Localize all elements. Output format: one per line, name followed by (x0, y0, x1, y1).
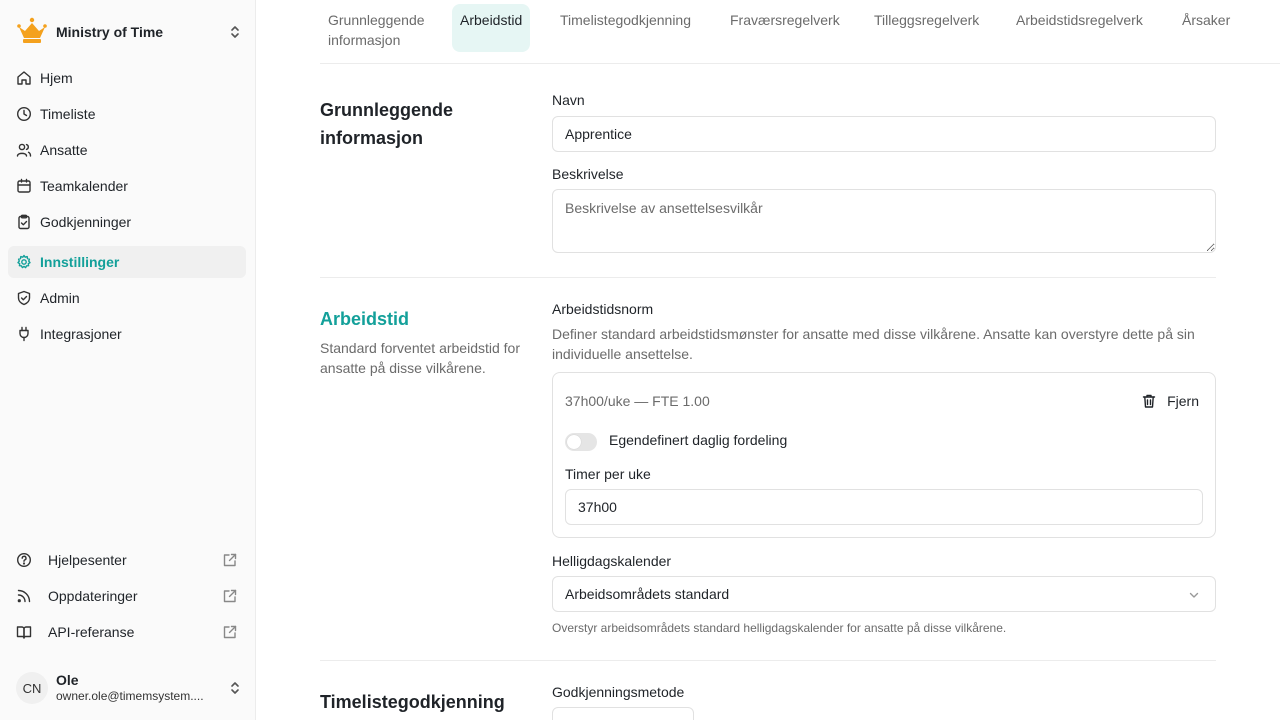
link-label: API-referanse (48, 624, 135, 640)
nav-label: Integrasjoner (40, 326, 122, 342)
divider (320, 660, 1216, 661)
settings-tabs (320, 4, 1280, 64)
section-title: Arbeidstid (320, 309, 410, 329)
tab-arbeidstid[interactable] (452, 4, 530, 52)
nav-label: Godkjenninger (40, 214, 132, 230)
name-label: Navn (552, 92, 585, 108)
nav-item-teamkalender[interactable] (8, 170, 246, 202)
tab-label: Grunnleggende (328, 12, 425, 28)
crown-logo-icon (16, 16, 48, 48)
chevron-down-icon (1187, 588, 1201, 602)
external-link-icon (222, 552, 238, 568)
nav-item-timeliste[interactable] (8, 98, 246, 130)
calendar-icon (16, 178, 32, 194)
hours-per-week-input[interactable] (565, 489, 1203, 525)
tab-label: Årsaker (1182, 12, 1231, 28)
nav-item-integrasjoner[interactable] (8, 318, 246, 350)
link-label: Hjelpesenter (48, 552, 127, 568)
nav-item-ansatte[interactable] (8, 134, 246, 166)
user-name: Ole (56, 672, 79, 688)
tab-label: Arbeidstidsregelverk (1016, 12, 1143, 28)
name-input[interactable] (552, 116, 1216, 152)
description-label: Beskrivelse (552, 166, 624, 182)
tab-arsaker[interactable] (1174, 4, 1238, 36)
holiday-calendar-value: Arbeidsområdets standard (565, 586, 730, 602)
work-norm-help: Definer standard arbeidstidsmønster for ansatte med disse vilkårene. Ansatte kan overstyre dette på sin individuelle ansettelse. (552, 326, 1195, 362)
org-name: Ministry of Time (56, 24, 164, 40)
section-description: Standard forventet arbeidstid for ansatte på disse vilkårene. (320, 340, 521, 376)
avatar: CN (16, 672, 48, 704)
chevrons-up-down-icon (228, 24, 242, 40)
tab-label: Fraværsregelverk (730, 12, 840, 28)
chevrons-up-down-icon (228, 680, 242, 696)
trash-icon (1141, 393, 1157, 409)
rss-icon (16, 588, 32, 604)
tab-label: informasjon (328, 32, 401, 48)
tab-label: Tilleggsregelverk (874, 12, 980, 28)
remove-label: Fjern (1167, 393, 1199, 409)
nav-item-hjem[interactable] (8, 62, 246, 94)
nav-label: Admin (40, 290, 80, 306)
custom-daily-distribution-toggle[interactable] (565, 433, 597, 451)
nav-item-innstillinger[interactable] (8, 246, 246, 278)
nav-item-admin[interactable] (8, 282, 246, 314)
plug-icon (16, 326, 32, 342)
section-title: Grunnleggende informasjon (320, 100, 454, 148)
approval-method-label: Godkjenningsmetode (552, 684, 685, 700)
user-email: owner.ole@timemsystem.... (56, 689, 204, 703)
user-info (56, 672, 216, 704)
link-api-referanse[interactable] (8, 616, 246, 648)
external-links (8, 544, 246, 652)
approval-method-select[interactable] (552, 707, 694, 720)
home-icon (16, 70, 32, 86)
users-icon (16, 142, 32, 158)
tab-label: Arbeidstid (460, 12, 523, 28)
work-norm-summary: 37h00/uke — FTE 1.00 (565, 393, 710, 409)
tab-arbeidstidsregelverk[interactable] (1008, 4, 1151, 36)
section-timesheet-approval (320, 682, 1216, 720)
nav-label: Timeliste (40, 106, 96, 122)
sidebar (0, 0, 256, 720)
divider (320, 277, 1216, 278)
tab-tilleggsregelverk[interactable] (866, 4, 987, 36)
toggle-knob (567, 435, 581, 449)
nav-label: Teamkalender (40, 178, 128, 194)
tab-fravaersregelverk[interactable] (722, 4, 848, 36)
holiday-calendar-select[interactable] (552, 576, 1216, 612)
toggle-label: Egendefinert daglig fordeling (609, 432, 788, 448)
hours-per-week-label: Timer per uke (565, 466, 651, 482)
link-hjelpesenter[interactable] (8, 544, 246, 576)
clock-icon (16, 106, 32, 122)
tab-timelistegodkjenning[interactable] (552, 4, 699, 36)
org-switcher[interactable] (16, 14, 242, 50)
nav-label: Hjem (40, 70, 73, 86)
user-menu[interactable] (16, 668, 242, 708)
gear-icon (16, 254, 32, 270)
nav-label: Ansatte (40, 142, 88, 158)
holiday-calendar-note: Overstyr arbeidsområdets standard helligdagskalender for ansatte på disse vilkårene. (552, 621, 1007, 635)
holiday-calendar-label: Helligdagskalender (552, 553, 672, 569)
clipboard-check-icon (16, 214, 32, 230)
section-title: Timelistegodkjenning (320, 692, 505, 712)
external-link-icon (222, 588, 238, 604)
link-label: Oppdateringer (48, 588, 138, 604)
help-circle-icon (16, 552, 32, 568)
link-oppdateringer[interactable] (8, 580, 246, 612)
tab-grunnleggende-informasjon[interactable] (320, 4, 433, 56)
section-worktime (320, 299, 1216, 639)
description-textarea[interactable] (552, 189, 1216, 253)
book-icon (16, 624, 32, 640)
nav-item-godkjenninger[interactable] (8, 206, 246, 238)
work-norm-label: Arbeidstidsnorm (552, 301, 654, 317)
work-norm-card (552, 372, 1216, 538)
remove-norm-button[interactable] (1133, 387, 1207, 415)
tab-label: Timelistegodkjenning (560, 12, 691, 28)
nav-label: Innstillinger (40, 254, 120, 270)
main-nav (8, 62, 246, 354)
external-link-icon (222, 624, 238, 640)
section-basic-info (320, 90, 1216, 260)
main-content (256, 0, 1280, 720)
shield-check-icon (16, 290, 32, 306)
